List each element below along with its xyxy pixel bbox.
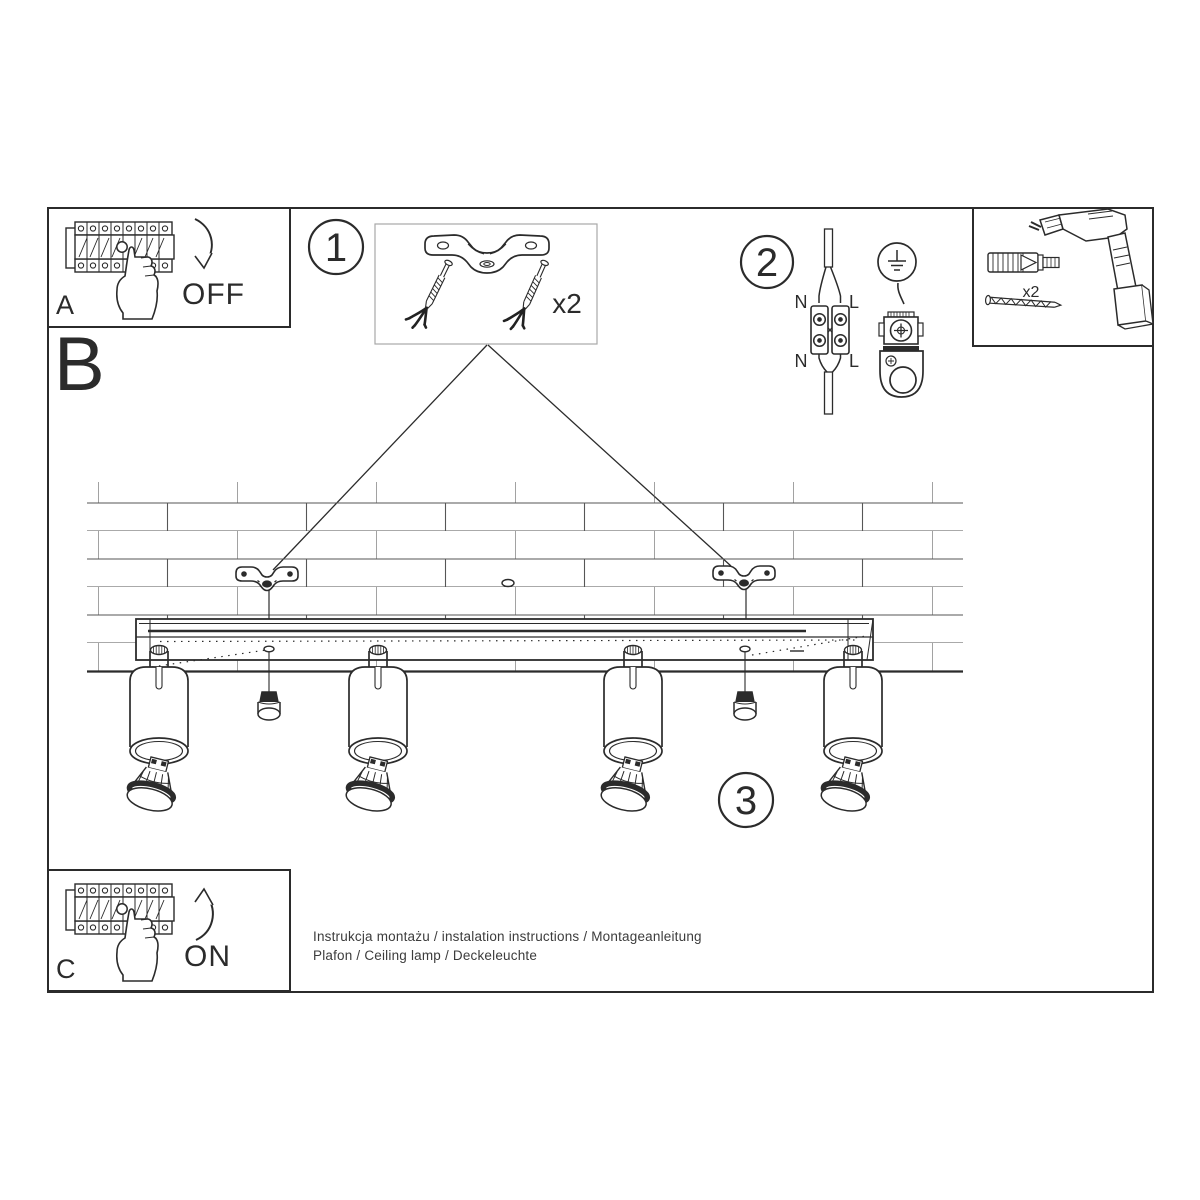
on-label: ON bbox=[184, 940, 231, 973]
spotlight-1 bbox=[125, 645, 188, 815]
wiring-diagram bbox=[811, 229, 849, 414]
step-3-number: 3 bbox=[734, 779, 758, 823]
wall-anchor-icon bbox=[988, 253, 1059, 272]
step-1-number: 1 bbox=[324, 226, 348, 270]
section-b-label: B bbox=[54, 322, 105, 407]
label-neutral-top: N bbox=[794, 292, 808, 312]
circuit-breaker-icon bbox=[66, 222, 174, 272]
step-2 bbox=[741, 229, 923, 414]
ground-symbol-icon bbox=[878, 243, 916, 281]
circuit-breaker-icon bbox=[66, 884, 174, 934]
ground-terminal-icon bbox=[879, 283, 923, 397]
tools bbox=[985, 209, 1153, 329]
adjustment-knob-icon bbox=[734, 692, 756, 720]
footer-line-2: Plafon / Ceiling lamp / Deckeleuchte bbox=[313, 948, 538, 963]
panel-c-label: C bbox=[56, 954, 76, 984]
panel-a bbox=[56, 219, 245, 320]
step-3 bbox=[719, 773, 773, 827]
ceiling-rail bbox=[136, 619, 873, 667]
step-1-box bbox=[375, 224, 597, 344]
drill-icon bbox=[1029, 209, 1153, 329]
off-label: OFF bbox=[182, 278, 245, 311]
rail-screw-hole bbox=[740, 646, 750, 652]
step-1-quantity: x2 bbox=[552, 288, 582, 319]
adjustment-knob-icon bbox=[258, 692, 280, 720]
wall-hole bbox=[502, 580, 514, 587]
step-2-number: 2 bbox=[755, 241, 779, 285]
arrow-down-icon bbox=[195, 219, 212, 268]
spotlight-3 bbox=[599, 645, 662, 815]
rail-screw-hole bbox=[264, 646, 274, 652]
label-neutral-bottom: N bbox=[794, 351, 808, 371]
label-live-bottom: L bbox=[848, 351, 860, 371]
panel-a-label: A bbox=[56, 290, 75, 320]
anchor-quantity: x2 bbox=[1022, 284, 1040, 301]
footer bbox=[313, 929, 702, 963]
arrow-up-icon bbox=[195, 889, 213, 940]
label-live-top: L bbox=[848, 292, 860, 312]
spotlight-4 bbox=[819, 645, 882, 815]
footer-line-1: Instrukcja montażu / instalation instructions / Montageanleitung bbox=[313, 929, 702, 944]
spotlight-2 bbox=[344, 645, 407, 815]
panel-c bbox=[56, 884, 231, 984]
